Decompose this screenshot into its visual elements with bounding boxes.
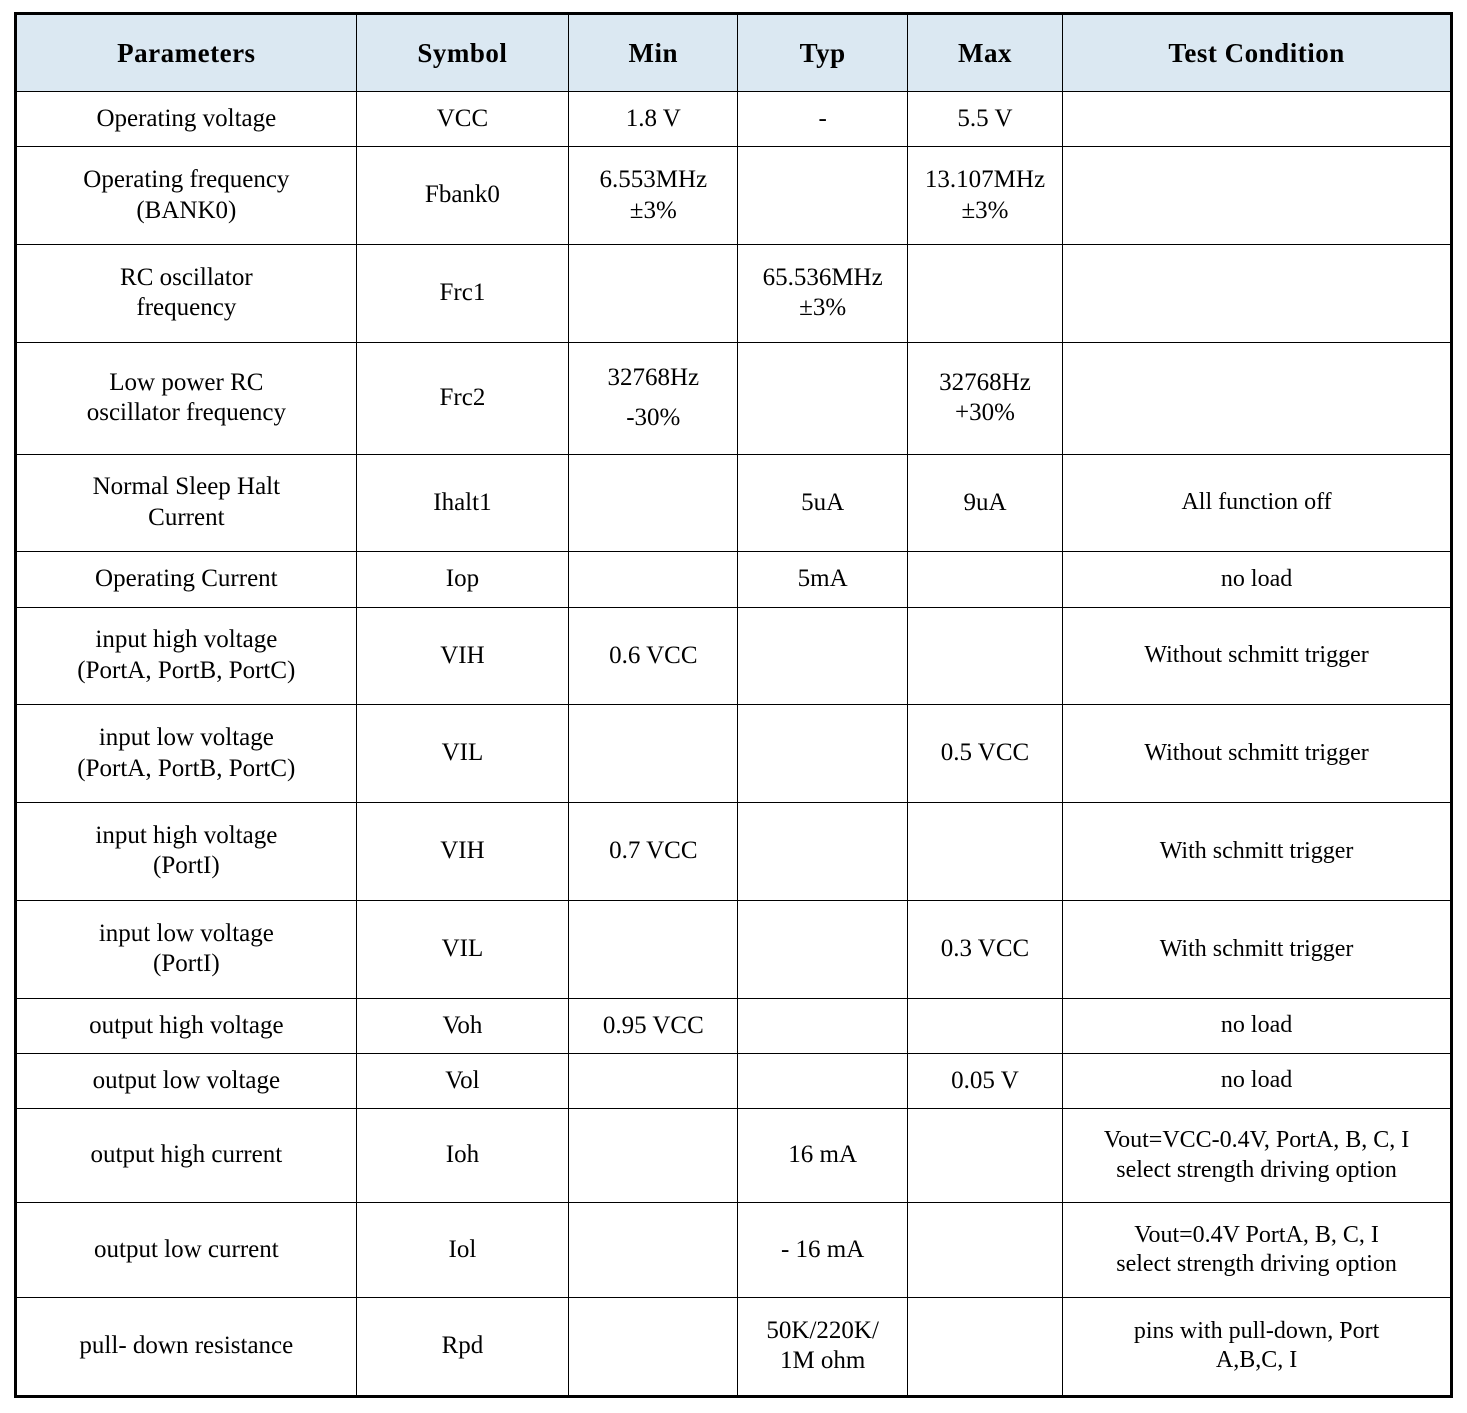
table-row (16, 1203, 1452, 1297)
cell-symbol (356, 552, 568, 607)
cell-parameter-line1: output high current (90, 1141, 283, 1169)
cell-test-condition (1063, 998, 1452, 1053)
cell-test-condition (1063, 1203, 1452, 1297)
cell-typ (738, 607, 907, 705)
cell-symbol (356, 92, 568, 147)
cell-parameter-line2: (PortI) (153, 852, 220, 880)
cell-symbol (356, 705, 568, 803)
cell-max (907, 92, 1062, 147)
column-header-max: Max (907, 14, 1062, 92)
cell-parameter-line2: frequency (136, 294, 237, 322)
cell-max (907, 803, 1062, 901)
cell-parameter (16, 1297, 357, 1396)
column-header-parameters: Parameters (16, 14, 357, 92)
cell-parameter (16, 92, 357, 147)
cell-symbol-text: VIL (441, 935, 484, 963)
cell-symbol-text: VIH (440, 837, 485, 865)
cell-min-line1: 1.8 V (625, 104, 681, 132)
cell-max-line1: 0.05 V (951, 1066, 1019, 1094)
cell-test-condition (1063, 607, 1452, 705)
cell-max (907, 900, 1062, 998)
cell-typ (738, 998, 907, 1053)
cell-symbol (356, 607, 568, 705)
cell-test-condition-line2: select strength driving option (1116, 1156, 1397, 1183)
cell-parameter (16, 607, 357, 705)
cell-parameter (16, 244, 357, 342)
cell-min (569, 1109, 738, 1203)
cell-max (907, 1297, 1062, 1396)
table-row (16, 705, 1452, 803)
cell-min-line1: 0.7 VCC (609, 837, 698, 865)
cell-max-line1: 9uA (963, 488, 1007, 516)
cell-typ (738, 92, 907, 147)
cell-typ-line2: 1M ohm (779, 1347, 866, 1375)
cell-max (907, 1203, 1062, 1297)
cell-symbol (356, 342, 568, 454)
cell-test-condition-line1: no load (1220, 1012, 1293, 1039)
cell-max (907, 1053, 1062, 1108)
cell-min-line1: 32768Hz (607, 363, 700, 391)
cell-test-condition-line1: With schmitt trigger (1159, 935, 1354, 962)
cell-max (907, 552, 1062, 607)
cell-symbol-text: Ihalt1 (433, 488, 492, 516)
cell-parameter-line2: (BANK0) (136, 196, 237, 224)
cell-symbol-text: Iop (445, 565, 480, 593)
table-row (16, 998, 1452, 1053)
cell-test-condition (1063, 900, 1452, 998)
cell-parameter-line1: output low voltage (92, 1066, 281, 1094)
cell-max-line1: 13.107MHz (924, 166, 1046, 194)
cell-max-line1: 0.3 VCC (940, 935, 1030, 963)
cell-test-condition-line1: With schmitt trigger (1159, 837, 1354, 864)
cell-typ (738, 552, 907, 607)
cell-max (907, 454, 1062, 552)
cell-test-condition-line1: Vout=VCC-0.4V, PortA, B, C, I (1103, 1127, 1410, 1154)
cell-typ (738, 705, 907, 803)
cell-parameter-line1: input low voltage (98, 919, 274, 947)
cell-max (907, 342, 1062, 454)
cell-symbol (356, 803, 568, 901)
cell-parameter-line1: input high voltage (95, 821, 278, 849)
cell-typ (738, 342, 907, 454)
cell-min (569, 1053, 738, 1108)
cell-test-condition-line1: Without schmitt trigger (1144, 740, 1369, 767)
cell-parameter-line2: (PortA, PortB, PortC) (77, 656, 296, 684)
cell-parameter (16, 803, 357, 901)
cell-typ-line1: 65.536MHz (762, 263, 883, 291)
cell-parameter (16, 1203, 357, 1297)
cell-parameter (16, 900, 357, 998)
table-row (16, 1053, 1452, 1108)
cell-max (907, 607, 1062, 705)
table-row (16, 147, 1452, 245)
cell-typ-line1: - 16 mA (780, 1235, 865, 1263)
cell-max (907, 147, 1062, 245)
cell-test-condition-line1: Vout=0.4V PortA, B, C, I (1134, 1221, 1379, 1248)
cell-typ-line2: ±3% (799, 294, 847, 322)
cell-test-condition-line2: A,B,C, I (1215, 1347, 1298, 1374)
cell-symbol (356, 900, 568, 998)
cell-min (569, 803, 738, 901)
cell-typ-line1: - (818, 104, 827, 132)
cell-max-line1: 5.5 V (957, 104, 1013, 132)
cell-symbol (356, 1109, 568, 1203)
cell-typ (738, 803, 907, 901)
cell-max (907, 1109, 1062, 1203)
cell-typ-line1: 50K/220K/ (766, 1316, 879, 1344)
cell-parameter-line1: output high voltage (89, 1011, 284, 1039)
cell-parameter (16, 705, 357, 803)
cell-min-line2: -30% (626, 404, 681, 432)
cell-parameter (16, 342, 357, 454)
cell-test-condition (1063, 244, 1452, 342)
cell-min (569, 454, 738, 552)
cell-typ-line1: 16 mA (788, 1141, 858, 1169)
table-row (16, 900, 1452, 998)
cell-parameter-line2: (PortA, PortB, PortC) (77, 754, 296, 782)
cell-parameter (16, 147, 357, 245)
cell-symbol-text: VCC (436, 104, 489, 132)
cell-min (569, 244, 738, 342)
cell-typ (738, 1203, 907, 1297)
column-header-min: Min (569, 14, 738, 92)
cell-symbol (356, 998, 568, 1053)
cell-test-condition (1063, 454, 1452, 552)
table-body (16, 92, 1452, 1397)
cell-parameter (16, 552, 357, 607)
cell-typ (738, 1109, 907, 1203)
table-header (16, 14, 1452, 92)
cell-min (569, 607, 738, 705)
cell-parameter-line1: input high voltage (95, 626, 278, 654)
cell-test-condition-line1: Without schmitt trigger (1144, 642, 1369, 669)
cell-symbol-text: Voh (442, 1011, 483, 1039)
cell-symbol-text: Frc1 (439, 279, 486, 307)
cell-parameter-line2: Current (148, 503, 225, 531)
cell-min-line1: 0.95 VCC (602, 1011, 704, 1039)
cell-parameter-line1: input low voltage (98, 724, 274, 752)
cell-parameter (16, 1109, 357, 1203)
cell-symbol-text: Vol (445, 1066, 480, 1094)
header-row (16, 14, 1452, 92)
cell-typ-line1: 5uA (801, 488, 845, 516)
table-row (16, 803, 1452, 901)
cell-min (569, 92, 738, 147)
cell-symbol-text: Fbank0 (424, 181, 500, 209)
cell-parameter (16, 998, 357, 1053)
cell-symbol-text: Rpd (441, 1332, 484, 1360)
cell-parameter-line1: Normal Sleep Halt (92, 473, 281, 501)
cell-test-condition-line1: no load (1220, 1067, 1293, 1094)
cell-test-condition (1063, 803, 1452, 901)
cell-parameter-line1: output low current (94, 1235, 279, 1263)
cell-min-line2: ±3% (629, 196, 677, 224)
table-row (16, 552, 1452, 607)
cell-max-line2: ±3% (961, 196, 1009, 224)
table-row (16, 454, 1452, 552)
table-row (16, 1297, 1452, 1396)
cell-typ (738, 147, 907, 245)
table-row (16, 92, 1452, 147)
cell-min (569, 1203, 738, 1297)
column-header-typ: Typ (738, 14, 907, 92)
cell-min (569, 552, 738, 607)
cell-symbol (356, 1297, 568, 1396)
cell-min-line1: 0.6 VCC (609, 641, 698, 669)
cell-symbol (356, 147, 568, 245)
cell-test-condition (1063, 552, 1452, 607)
cell-symbol (356, 244, 568, 342)
cell-max (907, 998, 1062, 1053)
cell-parameter-line1: Low power RC (109, 368, 264, 396)
cell-parameter-line1: Operating Current (95, 565, 278, 593)
cell-parameter (16, 454, 357, 552)
cell-typ (738, 454, 907, 552)
table-row (16, 342, 1452, 454)
cell-symbol-text: Frc2 (439, 383, 486, 411)
cell-test-condition-line1: no load (1220, 565, 1293, 592)
cell-max-line1: 32768Hz (939, 368, 1031, 396)
cell-symbol (356, 1203, 568, 1297)
cell-max-line1: 0.5 VCC (940, 739, 1030, 767)
cell-test-condition (1063, 1053, 1452, 1108)
cell-symbol-text: Iol (448, 1235, 477, 1263)
cell-min (569, 342, 738, 454)
cell-test-condition (1063, 1109, 1452, 1203)
cell-parameter-line2: oscillator frequency (86, 399, 286, 427)
column-header-test-condition: Test Condition (1063, 14, 1452, 92)
cell-test-condition (1063, 92, 1452, 147)
cell-max (907, 244, 1062, 342)
cell-min (569, 998, 738, 1053)
cell-symbol (356, 1053, 568, 1108)
table-row (16, 607, 1452, 705)
cell-min (569, 1297, 738, 1396)
cell-test-condition-line2: select strength driving option (1116, 1251, 1397, 1278)
cell-typ (738, 900, 907, 998)
cell-test-condition (1063, 147, 1452, 245)
cell-parameter-line2: (PortI) (153, 950, 220, 978)
cell-test-condition (1063, 342, 1452, 454)
cell-min-line1: 6.553MHz (599, 166, 708, 194)
cell-parameter (16, 1053, 357, 1108)
cell-test-condition-line1: All function off (1181, 489, 1332, 516)
cell-min (569, 705, 738, 803)
cell-symbol-text: Ioh (445, 1141, 480, 1169)
cell-max (907, 705, 1062, 803)
cell-parameter-line1: Operating voltage (96, 104, 277, 132)
cell-test-condition (1063, 705, 1452, 803)
cell-parameter-line1: pull- down resistance (79, 1332, 294, 1360)
cell-typ-line1: 5mA (797, 565, 848, 593)
cell-symbol (356, 454, 568, 552)
cell-typ (738, 1297, 907, 1396)
cell-min (569, 900, 738, 998)
cell-typ (738, 1053, 907, 1108)
cell-symbol-text: VIH (440, 641, 485, 669)
electrical-characteristics-table (14, 12, 1453, 1398)
cell-typ (738, 244, 907, 342)
table-row (16, 244, 1452, 342)
cell-symbol-text: VIL (441, 739, 484, 767)
cell-test-condition-line1: pins with pull-down, Port (1133, 1318, 1380, 1345)
cell-min (569, 147, 738, 245)
column-header-symbol: Symbol (356, 14, 568, 92)
cell-parameter-line1: Operating frequency (83, 166, 290, 194)
cell-test-condition (1063, 1297, 1452, 1396)
cell-max-line2: +30% (955, 399, 1015, 427)
cell-parameter-line1: RC oscillator (120, 263, 253, 291)
table-row (16, 1109, 1452, 1203)
